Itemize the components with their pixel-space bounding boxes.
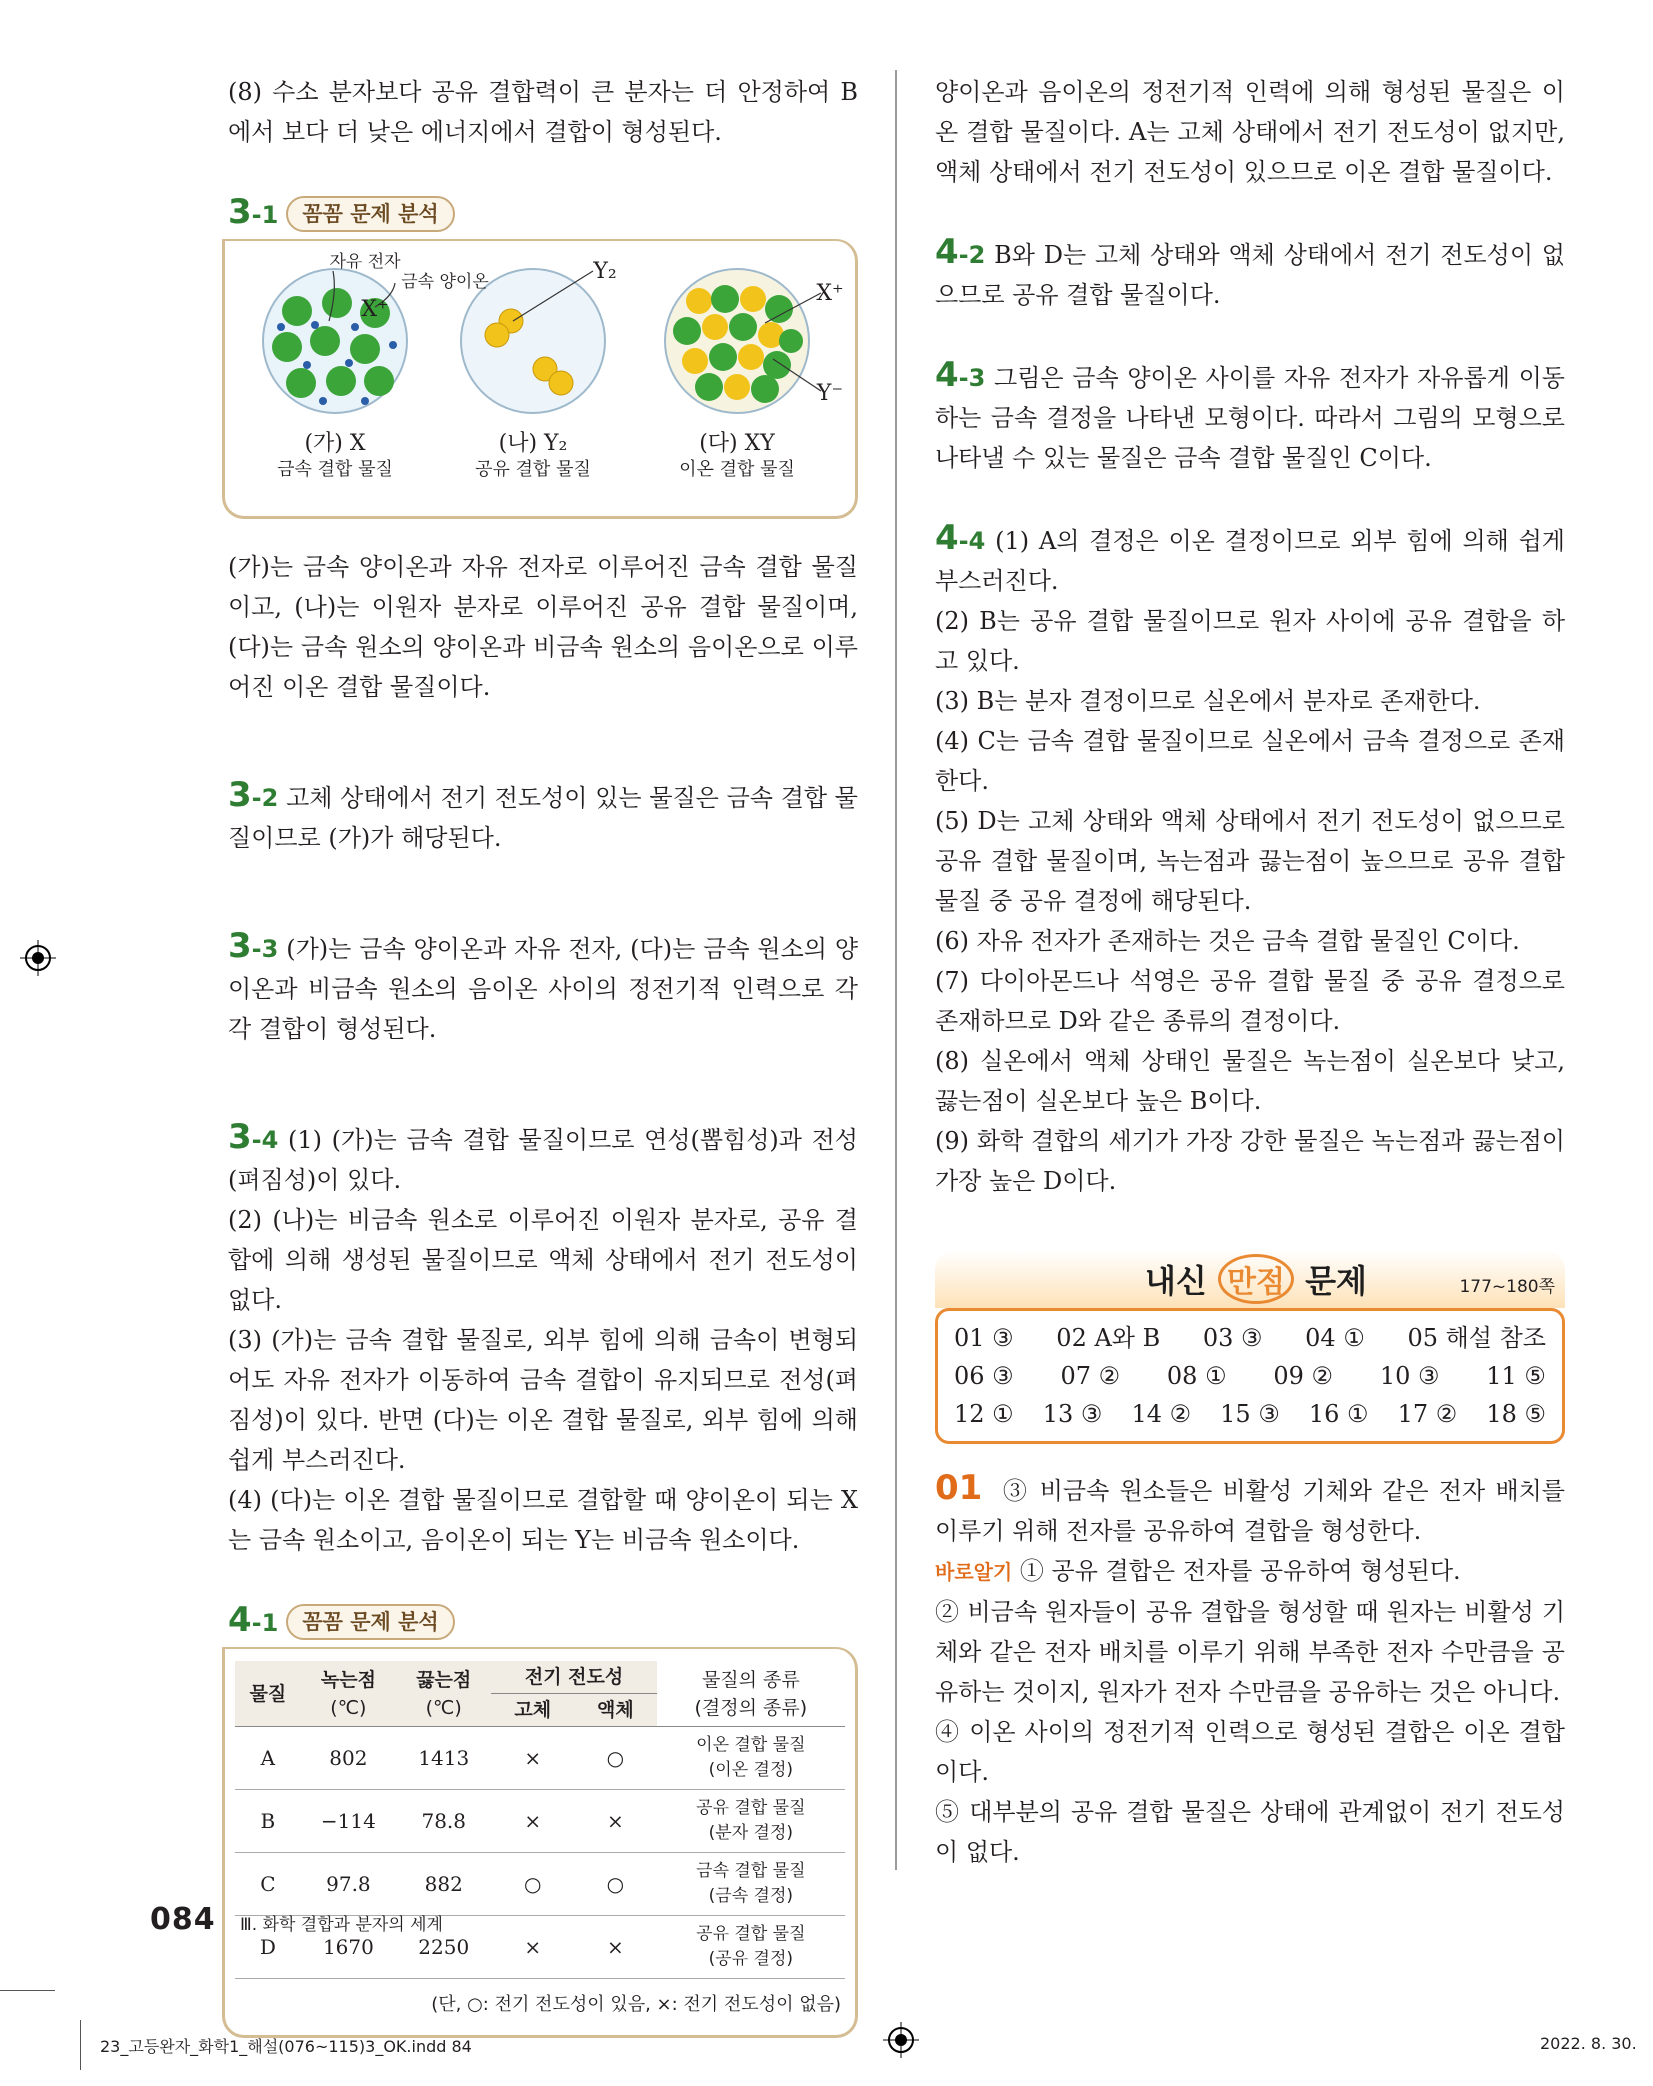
header-conductivity: 전기 전도성 (491, 1661, 656, 1694)
left-column (228, 72, 858, 2038)
registration-mark-icon (20, 940, 56, 976)
answer-3-4-4: (4) (다)는 이온 결합 물질이므로 결합할 때 양이온이 되는 X는 금속 원소이고, 음이온이 되는 Y는 비금속 원소이다. (228, 1486, 858, 1554)
registration-mark-icon (883, 2022, 919, 2058)
table-box (222, 1647, 858, 2038)
label-y-minus: Y⁻ (816, 381, 844, 406)
indd-filename: 23_고등완자_화학1_해설(076~115)3_OK.indd 84 (100, 2037, 472, 2056)
question-number: 4-1 (228, 1600, 279, 1640)
header-solid: 고체 (491, 1694, 574, 1727)
figure-b-caption: (나) Y₂ 공유 결합 물질 (475, 431, 591, 480)
table-row: B −114 78.8 × × 공유 결합 물질 (분자 결정) (235, 1790, 845, 1853)
answer-01-wrong-4: ④ 이온 사이의 정전기적 인력으로 형성된 결합은 이온 결합이다. (935, 1718, 1565, 1786)
question-number: 3-1 (228, 192, 279, 232)
answer-3-1-text: (가)는 금속 양이온과 자유 전자로 이루어진 금속 결합 물질이고, (나)는 이원자 분자로 이루어진 공유 결합 물질이며, (다)는 금속 원소의 양이온과 비금속 원소의 음이온으로 이루어진 이온 결합 물질이다. (228, 553, 858, 701)
answer-4-4-8: (8) 실온에서 액체 상태인 물질은 녹는점이 실온보다 낮고, 끓는점이 실온보다 높은 B이다. (935, 1047, 1565, 1115)
label-x-plus-ionic: X⁺ (816, 281, 844, 306)
answer-01-wrong-5: ⑤ 대부분의 공유 결합 물질은 상태에 관계없이 전기 전도성이 없다. (935, 1798, 1565, 1866)
crop-mark (80, 2020, 81, 2070)
answer-key-title: 내신 만점 문제 (1145, 1254, 1367, 1304)
answer-4-4-7: (7) 다이아몬드나 석영은 공유 결합 물질 중 공유 결정으로 존재하므로 D와 같은 종류의 결정이다. (935, 967, 1565, 1035)
answer-4-1-text: 양이온과 음이온의 정전기적 인력에 의해 형성된 물질은 이온 결합 물질이다. A는 고체 상태에서 전기 전도성이 없지만, 액체 상태에서 전기 전도성이 있으므로 이온 결합 물질이다. (935, 78, 1565, 186)
label-metal-cation: 금속 양이온 (401, 272, 489, 292)
answer-key-header (935, 1250, 1565, 1308)
header-substance: 물질 (235, 1661, 301, 1727)
label-y2: Y₂ (593, 259, 617, 284)
answer-4-4-2: (2) B는 공유 결합 물질이므로 원자 사이에 공유 결합을 하고 있다. (935, 607, 1565, 675)
answer-4-4-6: (6) 자유 전자가 존재하는 것은 금속 결합 물질인 C이다. (935, 927, 1520, 955)
question-4-1-header (228, 1600, 858, 1643)
table-row: D 1670 2250 × × 공유 결합 물질 (공유 결정) (235, 1916, 845, 1979)
answer-key-pages: 177~180쪽 (1459, 1277, 1555, 1297)
crop-mark (0, 1990, 55, 1991)
answer-row: 06 ③ 07 ② 08 ① 09 ② 10 ③ 11 ⑤ (954, 1362, 1546, 1390)
answer-4-4-5: (5) D는 고체 상태와 액체 상태에서 전기 전도성이 없으므로 공유 결합 물질이며, 녹는점과 끓는점이 높으므로 공유 결합 물질 중 공유 결정에 해당된다. (935, 807, 1565, 915)
header-melting-point: 녹는점 (℃) (301, 1661, 396, 1727)
print-date: 2022. 8. 30. (1540, 2034, 1637, 2053)
answer-key (935, 1250, 1565, 1444)
answer-4-2: 4-2 B와 D는 고체 상태와 액체 상태에서 전기 전도성이 없으므로 공유 결합 물질이다. (935, 232, 1565, 309)
analysis-tag: 꼼꼼 문제 분석 (286, 196, 454, 232)
answer-01 (935, 1468, 1565, 1872)
right-column (935, 72, 1565, 1201)
answer-3-2: 3-2 고체 상태에서 전기 전도성이 있는 물질은 금속 결합 물질이므로 (가)가 해당된다. (228, 775, 858, 852)
table-note: (단, ○: 전기 전도성이 있음, ×: 전기 전도성이 없음) (431, 1994, 841, 2015)
answer-4-4-4: (4) C는 금속 결합 물질이므로 실온에서 금속 결정으로 존재한다. (935, 727, 1565, 795)
figure-a-caption: (가) X 금속 결합 물질 (277, 431, 393, 480)
table-row: A 802 1413 × ○ 이온 결합 물질 (이온 결정) (235, 1727, 845, 1790)
question-3-1-header (228, 192, 858, 235)
answer-row: 01 ③ 02 A와 B 03 ③ 04 ① 05 해설 참조 (954, 1324, 1546, 1352)
answer-3-4-2: (2) (나)는 비금속 원소로 이루어진 이원자 분자로, 공유 결합에 의해 생성된 물질이므로 액체 상태에서 전기 전도성이 없다. (228, 1206, 858, 1314)
analysis-tag: 꼼꼼 문제 분석 (286, 1604, 454, 1640)
figure-c-caption: (다) XY 이온 결합 물질 (679, 431, 795, 480)
answer-4-4-3: (3) B는 분자 결정이므로 실온에서 분자로 존재한다. (935, 687, 1481, 715)
section-title: Ⅲ. 화학 결합과 분자의 세계 (240, 1915, 443, 1935)
answer-key-box (935, 1308, 1565, 1444)
answer-4-3: 4-3 그림은 금속 양이온 사이를 자유 전자가 자유롭게 이동하는 금속 결정을 나타낸 모형이다. 따라서 그림의 모형으로 나타낼 수 있는 물질은 금속 결합 물질인 C이다. (935, 355, 1565, 472)
table-row: C 97.8 882 ○ ○ 금속 결합 물질 (금속 결정) (235, 1853, 845, 1916)
label-free-electron: 자유 전자 (329, 252, 401, 272)
answer-row: 12 ① 13 ③ 14 ② 15 ③ 16 ① 17 ② 18 ⑤ (954, 1400, 1546, 1428)
page-number: 084 (150, 1902, 216, 1937)
answer-01-main: 01 ③ 비금속 원소들은 비활성 기체와 같은 전자 배치를 이루기 위해 전자를 공유하여 결합을 형성한다. (935, 1468, 1565, 1545)
answer-4-4-9: (9) 화학 결합의 세기가 가장 강한 물질은 녹는점과 끓는점이 가장 높은 D이다. (935, 1127, 1565, 1195)
figure-box (222, 239, 858, 519)
answer-3-4-3: (3) (가)는 금속 결합 물질로, 외부 힘에 의해 금속이 변형되어도 자유 전자가 이동하여 금속 결합이 유지되므로 전성(펴짐성)이 있다. 반면 (다)는 이온 결합 물질로, 외부 힘에 의해 쉽게 부스러진다. (228, 1326, 858, 1474)
answer-4-4-1: 4-4 (1) A의 결정은 이온 결정이므로 외부 힘에 의해 쉽게 부스러진다. (935, 518, 1565, 595)
answer-01-wrong-1: 바로알기 ① 공유 결합은 전자를 공유하여 형성된다. (935, 1557, 1461, 1585)
label-x-plus: X⁺ (361, 297, 389, 322)
column-divider (895, 70, 897, 1870)
answer-3-8-continued: (8) 수소 분자보다 공유 결합력이 큰 분자는 더 안정하여 B에서 보다 더 낮은 에너지에서 결합이 형성된다. (228, 78, 858, 146)
header-kind: 물질의 종류 (결정의 종류) (657, 1661, 845, 1727)
answer-3-3: 3-3 (가)는 금속 양이온과 자유 전자, (다)는 금속 원소의 양이온과 비금속 원소의 음이온 사이의 정전기적 인력으로 각각 결합이 형성된다. (228, 926, 858, 1043)
header-boiling-point: 끓는점 (℃) (396, 1661, 491, 1727)
header-liquid: 액체 (574, 1694, 657, 1727)
answer-01-wrong-2: ② 비금속 원자들이 공유 결합을 형성할 때 원자는 비활성 기체와 같은 전자 배치를 이루기 위해 부족한 전자 수만큼을 공유하는 것이지, 원자가 전자 수만큼을 공유하는 것은 아니다. (935, 1598, 1565, 1706)
answer-3-4-1: 3-4 (1) (가)는 금속 결합 물질이므로 연성(뽑힘성)과 전성(펴짐성)이 있다. (228, 1117, 858, 1194)
